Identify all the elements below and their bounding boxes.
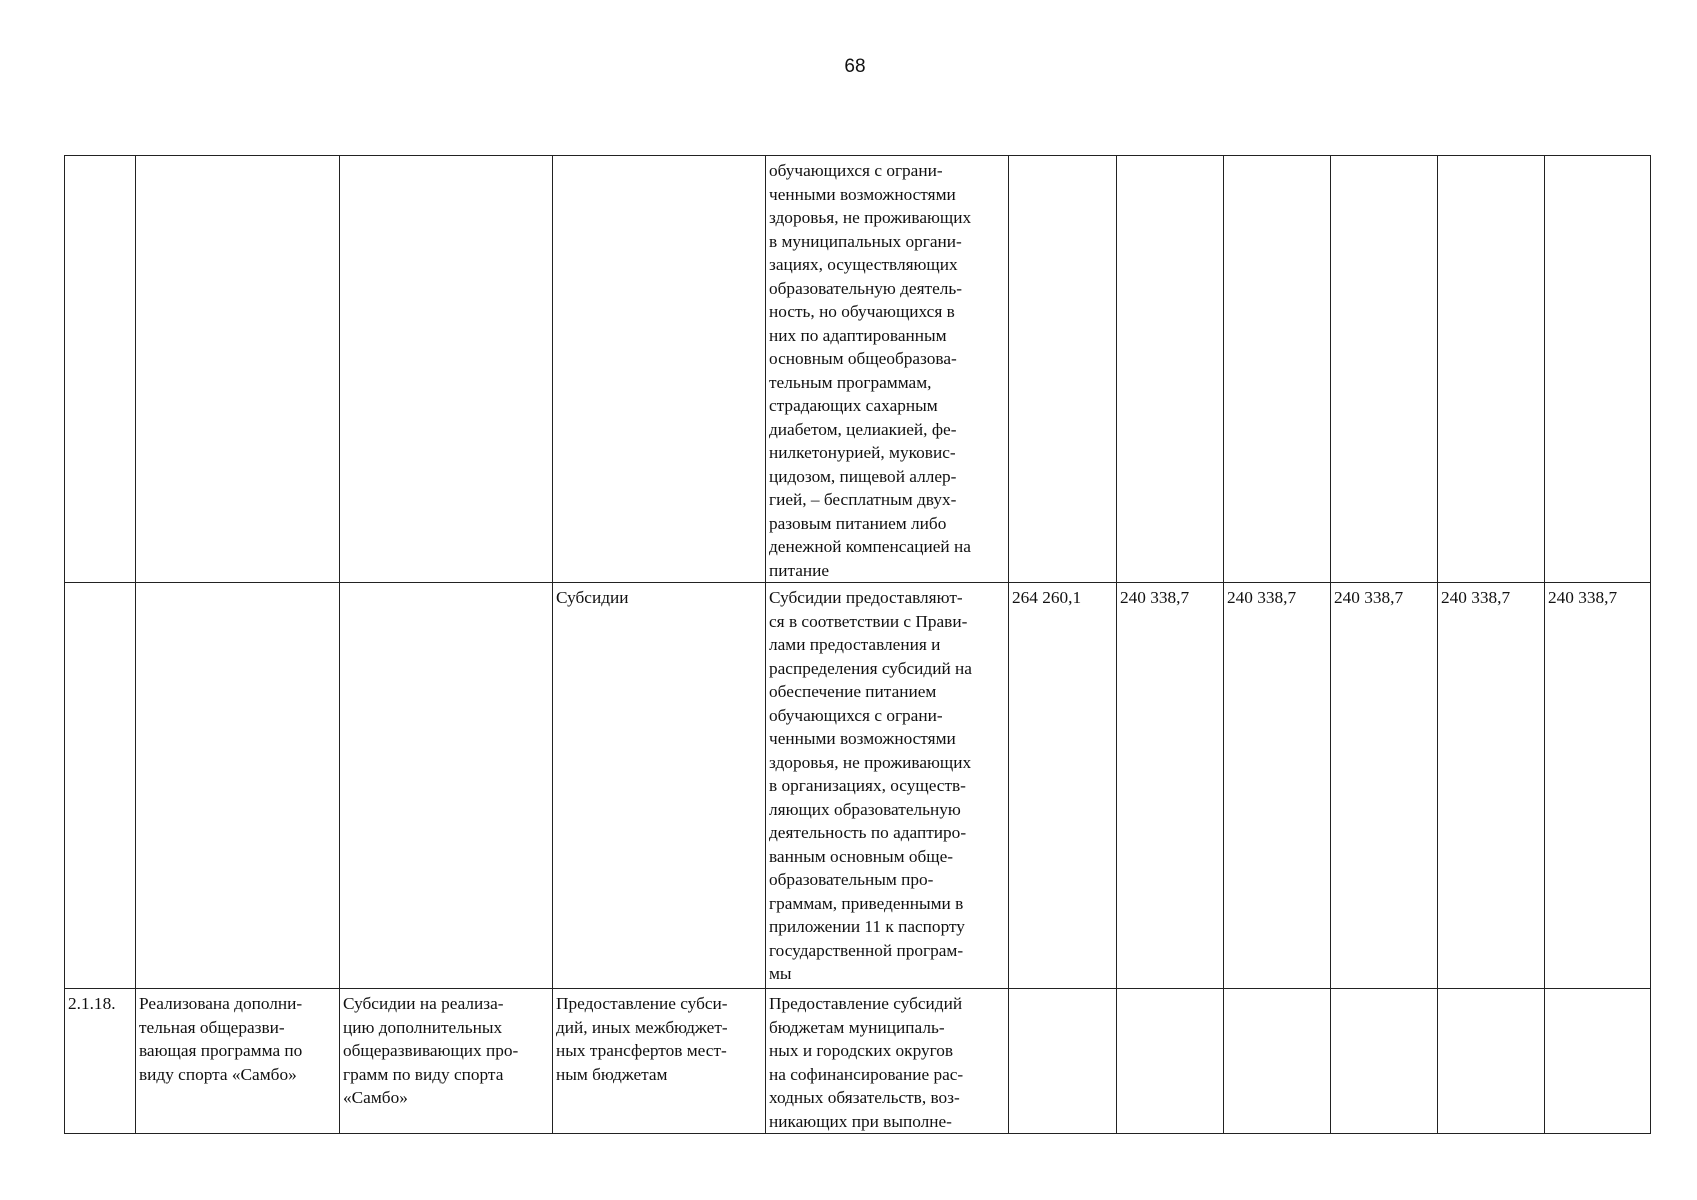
cell-result: Реализована дополни- тельная общеразви- вающая программа по виду спорта «Самбо» xyxy=(136,989,340,1134)
cell-amount xyxy=(1117,156,1224,583)
cell-amount: 240 338,7 xyxy=(1224,583,1331,989)
cell-result xyxy=(136,156,340,583)
cell-amount xyxy=(1545,156,1651,583)
cell-amount xyxy=(1545,989,1651,1134)
cell-type: Предоставление субси- дий, иных межбюджет- ных трансфертов мест- ным бюджетам xyxy=(553,989,766,1134)
table-row xyxy=(65,583,1651,989)
cell-type: Субсидии xyxy=(553,583,766,989)
cell-amount xyxy=(1009,156,1117,583)
cell-measure xyxy=(340,156,553,583)
cell-amount xyxy=(1224,156,1331,583)
cell-measure: Субсидии на реализа- цию дополнительных общеразвивающих про- грамм по виду спорта «Самбо» xyxy=(340,989,553,1134)
table-row xyxy=(65,989,1651,1134)
table-row xyxy=(65,156,1651,583)
cell-number xyxy=(65,583,136,989)
program-table xyxy=(64,155,1651,1134)
cell-amount xyxy=(1331,156,1438,583)
cell-amount: 240 338,7 xyxy=(1545,583,1651,989)
cell-amount: 264 260,1 xyxy=(1009,583,1117,989)
cell-amount: 240 338,7 xyxy=(1117,583,1224,989)
cell-result xyxy=(136,583,340,989)
cell-amount xyxy=(1224,989,1331,1134)
cell-description: Предоставление субсидий бюджетам муниципаль- ных и городских округов на софинансирование рас- ходных обязательств, воз- никающих при выполне- xyxy=(766,989,1009,1134)
cell-amount xyxy=(1009,989,1117,1134)
cell-amount: 240 338,7 xyxy=(1331,583,1438,989)
cell-amount xyxy=(1438,989,1545,1134)
cell-type xyxy=(553,156,766,583)
cell-amount xyxy=(1117,989,1224,1134)
cell-description: обучающихся с ограни- ченными возможностями здоровья, не проживающих в муниципальных органи- зациях, осуществляющих образовательную деятель- ность, но обучающихся в них по адаптированным основным общеобразова- тельным программам, страдающих сахарным диабетом, целиакией, фе- нилкетонурией, муковис- цидозом, пищевой аллер- гией, – бесплатным двух- разовым питанием либо денежной компенсацией на питание xyxy=(766,156,1009,583)
cell-amount xyxy=(1331,989,1438,1134)
cell-description: Субсидии предоставляют- ся в соответствии с Прави- лами предоставления и распределения субсидий на обеспечение питанием обучающихся с ограни- ченными возможностями здоровья, не проживающих в организациях, осуществ- ляющих образовательную деятельность по адаптиро- ванным основным обще- образовательным про- граммам, приведенными в приложении 11 к паспорту государственной програм- мы xyxy=(766,583,1009,989)
cell-measure xyxy=(340,583,553,989)
cell-number xyxy=(65,156,136,583)
cell-amount xyxy=(1438,156,1545,583)
cell-number: 2.1.18. xyxy=(65,989,136,1134)
cell-amount: 240 338,7 xyxy=(1438,583,1545,989)
page-number: 68 xyxy=(844,56,866,77)
